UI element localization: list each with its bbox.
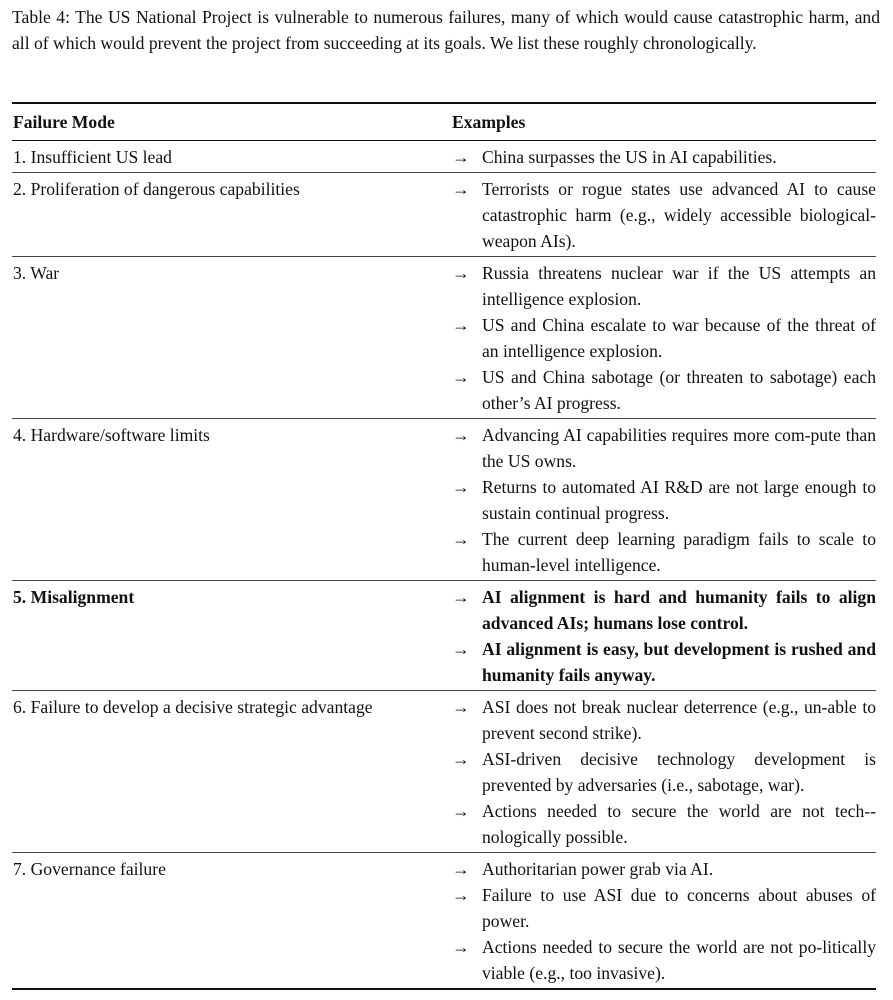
failure-mode-cell: 4. Hardware/software limits [13,425,210,445]
example-item [452,364,876,416]
example-text: Terrorists or rogue states use advanced AI to cause catastrophic harm (e.g., widely accessible biological-weapon AIs). [482,179,876,251]
header-examples: Examples [452,112,526,132]
right-arrow-icon: → [452,529,470,549]
example-text: Returns to automated AI R&D are not large enough to sustain continual progress. [482,477,876,523]
example-text: Russia threatens nuclear war if the US attempts an intelligence explosion. [482,263,876,309]
table-row [12,140,876,172]
example-item [452,934,876,986]
right-arrow-icon: → [452,697,470,717]
table-body [12,140,876,988]
table-row [12,852,876,988]
table-row [12,580,876,690]
right-arrow-icon: → [452,937,470,957]
example-text: AI alignment is easy, but development is rushed and humanity fails anyway. [482,639,876,685]
table-row [12,690,876,852]
examples-cell [452,853,876,988]
right-arrow-icon: → [452,367,470,387]
example-item [452,856,876,882]
example-item [452,260,876,312]
example-text: Actions needed to secure the world are not po-litically viable (e.g., too invasive). [482,937,876,983]
example-item [452,422,876,474]
example-text: AI alignment is hard and humanity fails to align advanced AIs; humans lose control. [482,587,876,633]
example-item [452,584,876,636]
example-item [452,474,876,526]
example-item [452,636,876,688]
right-arrow-icon: → [452,263,470,283]
failure-mode-cell: 5. Misalignment [13,587,135,607]
example-text: China surpasses the US in AI capabilities. [482,147,777,167]
example-item [452,746,876,798]
examples-cell [452,141,876,172]
right-arrow-icon: → [452,885,470,905]
example-text: Actions needed to secure the world are not tech-nologically possible. [482,801,876,847]
example-text: US and China sabotage (or threaten to sabotage) each other’s AI progress. [482,367,876,413]
failure-modes-table [12,102,876,990]
right-arrow-icon: → [452,147,470,167]
right-arrow-icon: → [452,477,470,497]
right-arrow-icon: → [452,425,470,445]
right-arrow-icon: → [452,749,470,769]
example-text: Advancing AI capabilities requires more com-pute than the US owns. [482,425,876,471]
failure-mode-cell: 6. Failure to develop a decisive strategic advantage [13,697,373,717]
examples-cell [452,581,876,690]
right-arrow-icon: → [452,179,470,199]
header-failure-mode: Failure Mode [13,112,115,132]
example-item [452,176,876,254]
examples-cell [452,691,876,852]
failure-mode-cell: 1. Insufficient US lead [13,147,172,167]
example-item [452,144,876,170]
right-arrow-icon: → [452,859,470,879]
example-text: Authoritarian power grab via AI. [482,859,714,879]
right-arrow-icon: → [452,639,470,659]
example-item [452,798,876,850]
example-item [452,526,876,578]
failure-mode-cell: 3. War [13,263,60,283]
example-text: The current deep learning paradigm fails to scale to human-level intelligence. [482,529,876,575]
examples-cell [452,173,876,256]
right-arrow-icon: → [452,315,470,335]
example-text: US and China escalate to war because of the threat of an intelligence explosion. [482,315,876,361]
examples-cell [452,257,876,418]
right-arrow-icon: → [452,801,470,821]
example-text: ASI-driven decisive technology development is prevented by adversaries (i.e., sabotage, war). [482,749,876,795]
table-row [12,418,876,580]
table-header-row [12,104,876,140]
failure-mode-cell: 2. Proliferation of dangerous capabilities [13,179,300,199]
example-item [452,882,876,934]
right-arrow-icon: → [452,587,470,607]
example-item [452,694,876,746]
table-row [12,172,876,256]
table-row [12,256,876,418]
table-caption: Table 4: The US National Project is vulnerable to numerous failures, many of which would cause catastrophic harm, and all of which would prevent the project from succeeding at its goals. We list these roughly chronologically. [12,7,880,53]
example-text: ASI does not break nuclear deterrence (e.g., un-able to prevent second strike). [482,697,876,743]
examples-cell [452,419,876,580]
example-text: Failure to use ASI due to concerns about abuses of power. [482,885,876,931]
example-item [452,312,876,364]
failure-mode-cell: 7. Governance failure [13,859,166,879]
